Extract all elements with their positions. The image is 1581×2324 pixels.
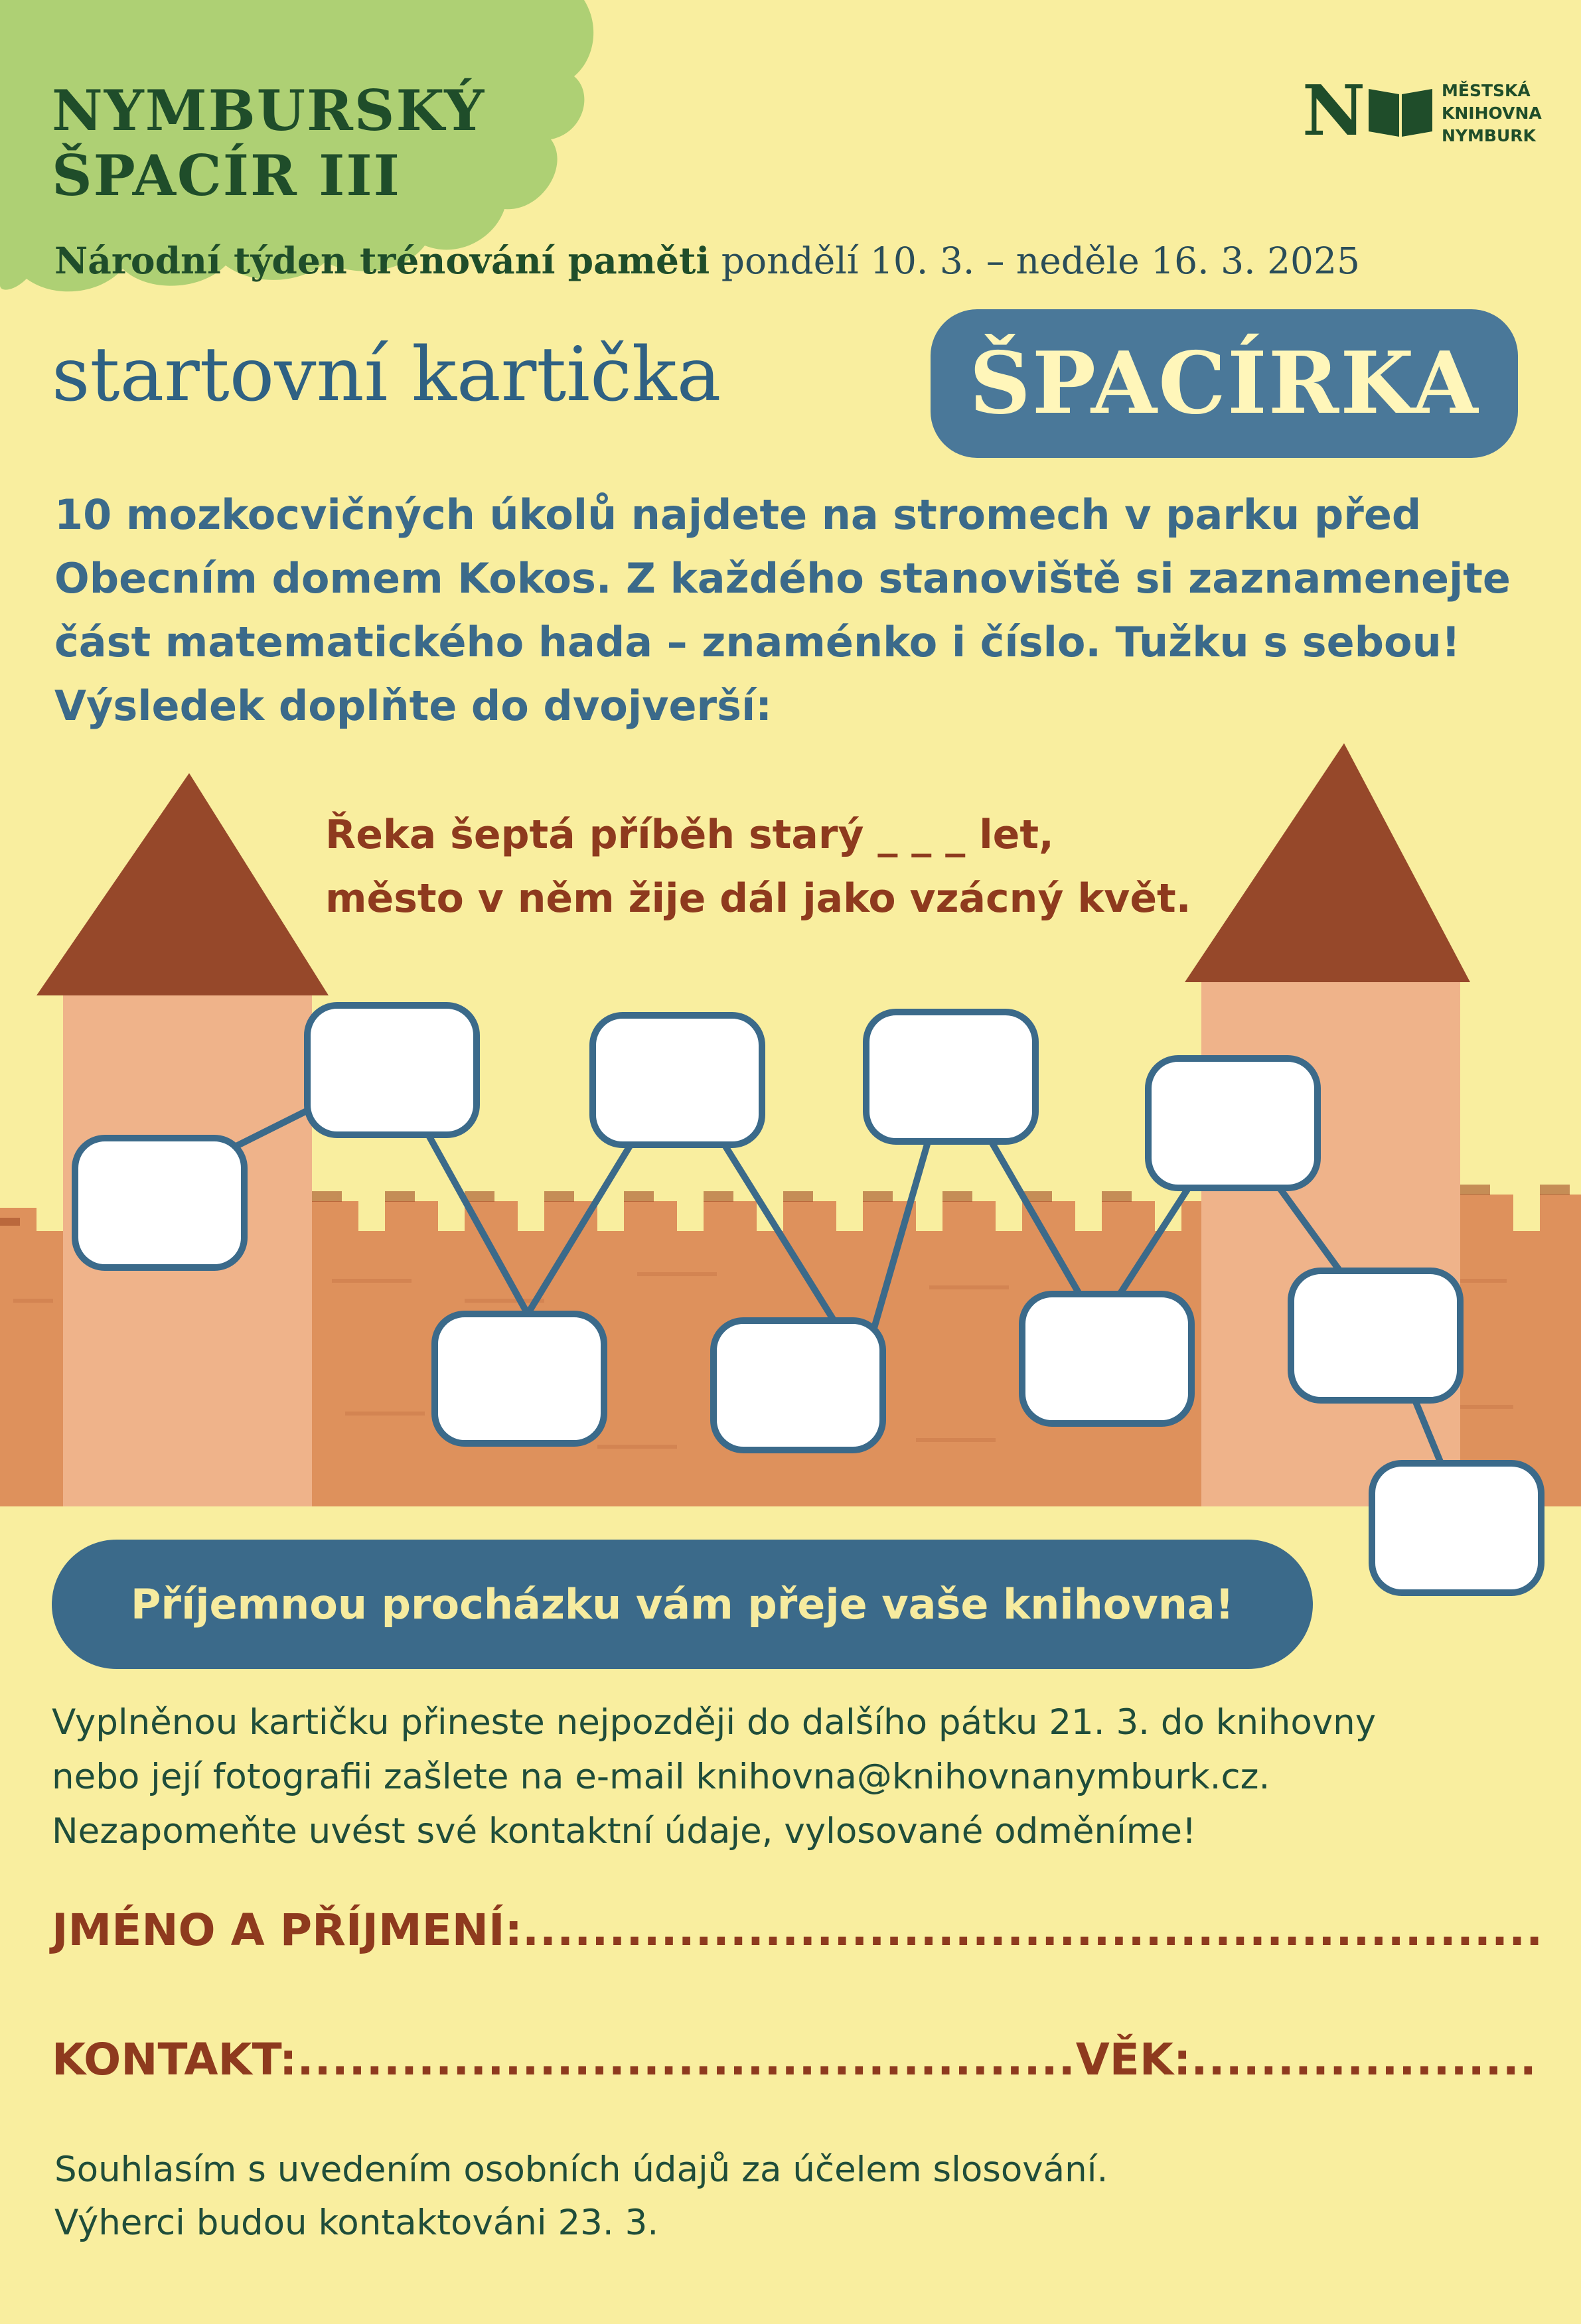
snake-box-4[interactable] [589, 1012, 765, 1148]
title-line-1: NYMBURSKÝ [52, 78, 486, 143]
consent-text [54, 2143, 1108, 2250]
library-logo-mark: N [1302, 70, 1366, 151]
library-logo-text [1442, 80, 1542, 147]
intro-line-3: část matematického hada – znaménko i číslo. Tužku s sebou! [54, 618, 1461, 666]
snake-box-8[interactable] [1145, 1055, 1321, 1191]
event-title [52, 78, 485, 208]
right-tower-roof [1185, 743, 1470, 982]
instructions-line-3: Nezapomeňte uvést své kontaktní údaje, vylosované odměníme! [52, 1811, 1197, 1852]
subtitle-dates: pondělí 10. 3. – neděle 16. 3. 2025 [710, 240, 1361, 282]
intro-line-1: 10 mozkocvičných úkolů najdete na stromech v parku před [54, 490, 1422, 539]
contact-dots[interactable]: ............................................. [297, 2034, 1076, 2085]
subtitle-bold: Národní týden trénování paměti [54, 239, 710, 282]
intro-text [54, 483, 1548, 738]
age-dots[interactable]: .................... [1191, 2034, 1537, 2085]
snake-box-5[interactable] [710, 1317, 886, 1453]
snake-box-2[interactable] [304, 1002, 480, 1138]
name-field[interactable] [52, 1905, 1543, 1956]
age-label: VĚK: [1075, 2034, 1191, 2085]
intro-line-4: Výsledek doplňte do dvojverší: [54, 682, 773, 730]
snake-box-6[interactable] [863, 1009, 1039, 1145]
logo-line-1: MĚSTSKÁ [1442, 81, 1531, 100]
left-tower-roof [37, 773, 329, 995]
card-heading: startovní kartička [52, 332, 721, 418]
snake-box-10[interactable] [1369, 1460, 1544, 1596]
consent-line-2: Výherci budou kontaktováni 23. 3. [54, 2203, 659, 2243]
couplet-line-1: Řeka šeptá příběh starý _ _ _ let, [325, 812, 1054, 858]
couplet-line-2: město v něm žije dál jako vzácný květ. [325, 875, 1191, 922]
intro-line-2: Obecním domem Kokos. Z každého stanoviště si zaznamenejte [54, 554, 1511, 603]
title-line-2: ŠPACÍR III [52, 143, 401, 208]
logo-line-3: NYMBURK [1442, 126, 1536, 145]
snake-box-9[interactable] [1288, 1268, 1464, 1404]
snake-box-3[interactable] [431, 1311, 607, 1447]
instructions-line-1: Vyplněnou kartičku přineste nejpozději do dalšího pátku 21. 3. do knihovny [52, 1702, 1377, 1743]
contact-label: KONTAKT: [52, 2034, 297, 2085]
snake-box-7[interactable] [1019, 1291, 1195, 1427]
logo-line-2: KNIHOVNA [1442, 104, 1542, 123]
couplet [325, 803, 1191, 930]
instructions [52, 1696, 1545, 1859]
instructions-line-2: nebo její fotografii zašlete na e-mail knihovna@knihovnanymburk.cz. [52, 1757, 1270, 1797]
consent-line-1: Souhlasím s uvedením osobních údajů za účelem slosování. [54, 2149, 1108, 2190]
greeting-banner: Příjemnou procházku vám přeje vaše knihovna! [52, 1540, 1313, 1669]
snake-box-1[interactable] [72, 1135, 248, 1271]
contact-field[interactable] [52, 2034, 1537, 2085]
event-subtitle [54, 239, 1360, 282]
name-label: JMÉNO A PŘÍJMENÍ: [52, 1905, 522, 1956]
card-badge: ŠPACÍRKA [931, 309, 1518, 458]
book-icon [1367, 85, 1434, 138]
name-dots[interactable]: ........................................................... [522, 1905, 1544, 1956]
